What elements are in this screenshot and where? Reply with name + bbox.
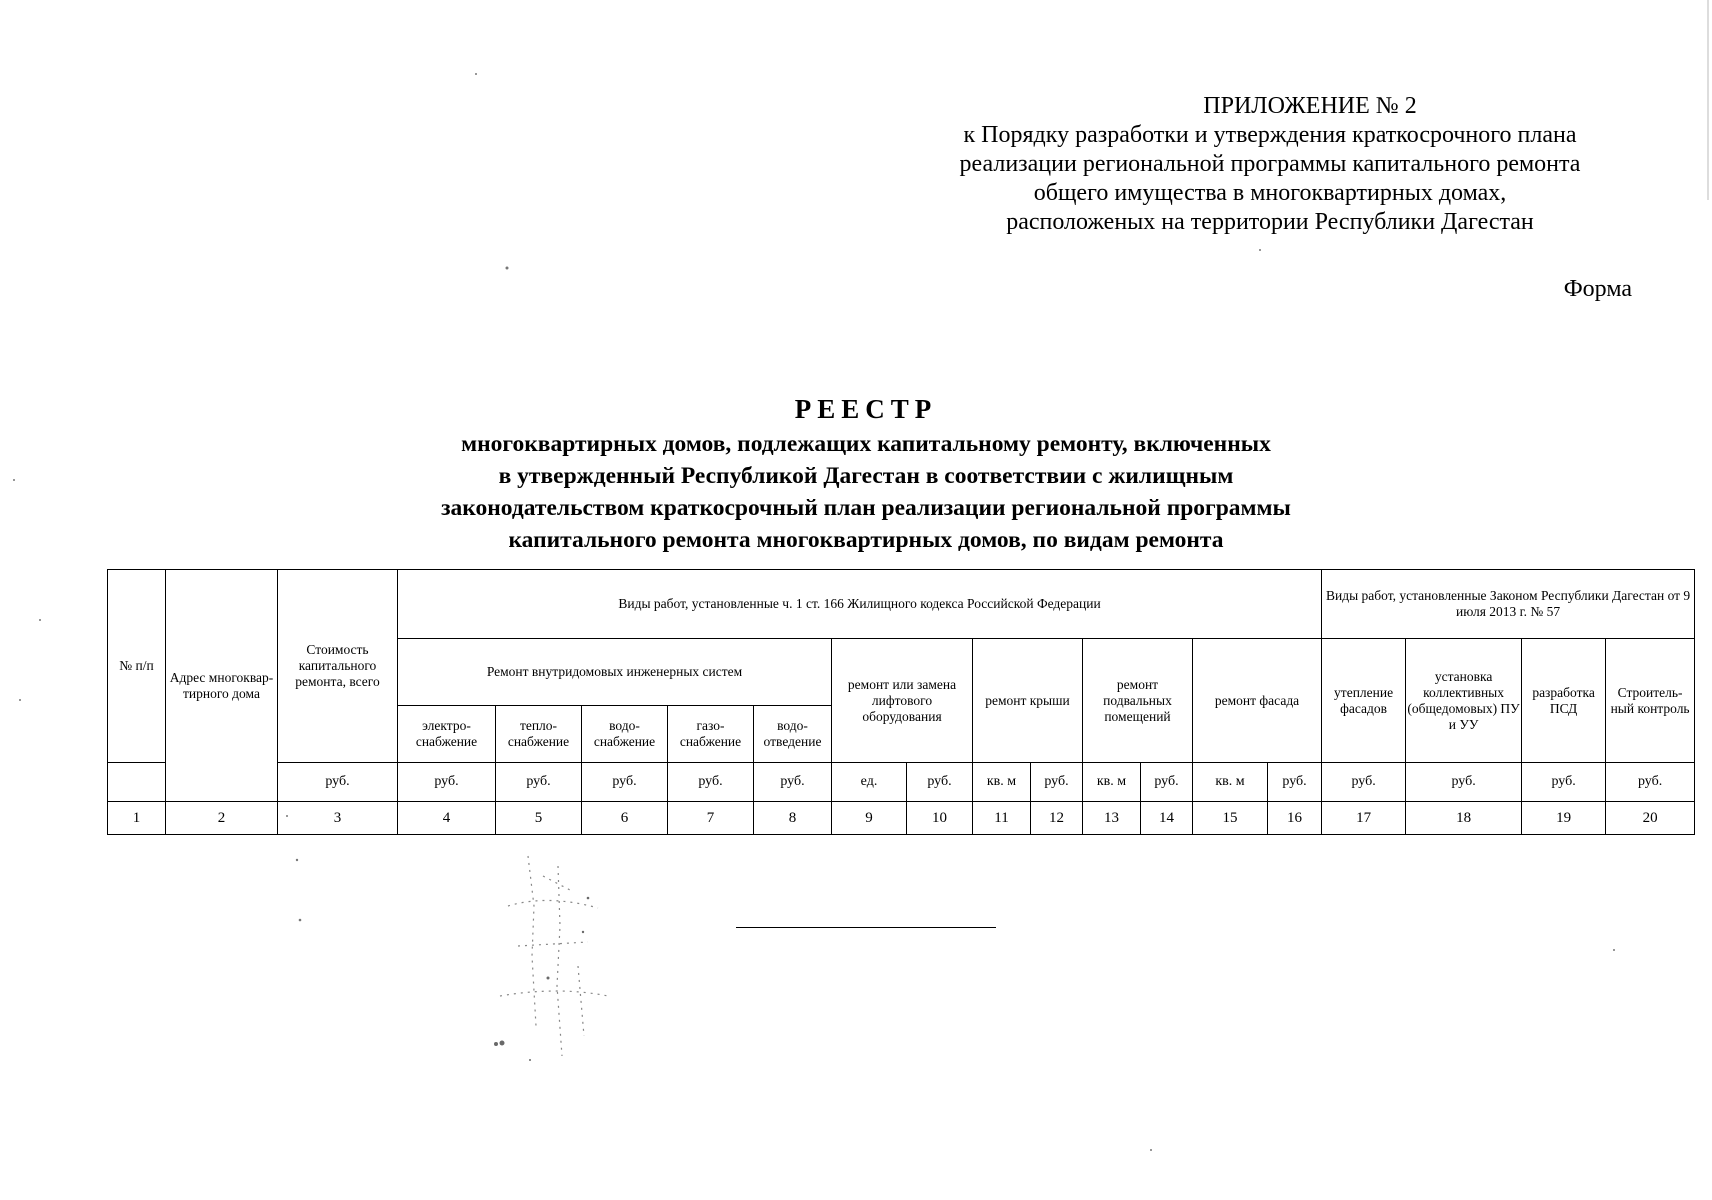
unit-cell: ед. (832, 763, 907, 802)
column-number: 2 (166, 802, 278, 835)
appendix-title: ПРИЛОЖЕНИЕ № 2 (1203, 93, 1417, 119)
column-number: 12 (1031, 802, 1083, 835)
unit-cell: руб. (398, 763, 496, 802)
subheader-engineering: Ремонт внутридомовых инженерных систем (398, 639, 832, 706)
appendix-line: реализации региональной программы капитального ремонта (959, 151, 1581, 177)
subheader-meters: установка коллективных (общедомовых) ПУ и УУ (1406, 639, 1522, 763)
subheader-facade: ремонт фасада (1193, 639, 1322, 763)
column-number: 17 (1322, 802, 1406, 835)
column-number: 5 (496, 802, 582, 835)
unit-cell: руб. (582, 763, 668, 802)
column-number: 19 (1522, 802, 1606, 835)
registry-title: РЕЕСТР (794, 394, 938, 424)
column-number: 13 (1083, 802, 1141, 835)
appendix-line: расположеных на территории Республики Дагестан (1006, 209, 1534, 235)
subheader-gas: газо-снабжение (668, 706, 754, 763)
subheader-electric: электро-снабжение (398, 706, 496, 763)
unit-cell: руб. (1268, 763, 1322, 802)
column-number: 20 (1606, 802, 1695, 835)
subheader-psd: разработка ПСД (1522, 639, 1606, 763)
subheader-roof: ремонт крыши (973, 639, 1083, 763)
col-header-cost: Стоимость капитального ремонта, всего (278, 570, 398, 763)
column-number: 11 (973, 802, 1031, 835)
column-number: 1 (108, 802, 166, 835)
col-header-num: № п/п (108, 570, 166, 763)
subheader-control: Строитель-ный контроль (1606, 639, 1695, 763)
column-number: 3 (278, 802, 398, 835)
group-header-federal: Виды работ, установленные ч. 1 ст. 166 Жилищного кодекса Российской Федерации (398, 570, 1322, 639)
column-number: 14 (1141, 802, 1193, 835)
unit-cell: руб. (1606, 763, 1695, 802)
unit-cell: руб. (1322, 763, 1406, 802)
column-number: 7 (668, 802, 754, 835)
registry-subtitle-line: капитального ремонта многоквартирных домов, по видам ремонта (508, 527, 1224, 553)
registry-subtitle-line: многоквартирных домов, подлежащих капитальному ремонту, включенных (461, 431, 1271, 457)
column-number: 6 (582, 802, 668, 835)
form-label: Форма (1563, 276, 1632, 302)
unit-cell: руб. (668, 763, 754, 802)
subheader-elevator: ремонт или замена лифтового оборудования (832, 639, 973, 763)
column-number: 18 (1406, 802, 1522, 835)
unit-cell: руб. (1406, 763, 1522, 802)
column-number: 10 (907, 802, 973, 835)
group-header-regional: Виды работ, установленные Законом Республики Дагестан от 9 июля 2013 г. № 57 (1322, 570, 1695, 639)
appendix-line: общего имущества в многоквартирных домах, (1033, 180, 1507, 206)
unit-cell: руб. (496, 763, 582, 802)
column-number: 4 (398, 802, 496, 835)
unit-cell: кв. м (1083, 763, 1141, 802)
unit-cell: руб. (1141, 763, 1193, 802)
column-number: 8 (754, 802, 832, 835)
appendix-line: к Порядку разработки и утверждения краткосрочного плана (963, 122, 1577, 148)
unit-cell: руб. (754, 763, 832, 802)
subheader-water: водо-снабжение (582, 706, 668, 763)
unit-cell: руб. (1031, 763, 1083, 802)
col-header-address: Адрес многоквар-тирного дома (166, 570, 278, 802)
subheader-insulation: утепление фасадов (1322, 639, 1406, 763)
subheader-sewer: водо-отведение (754, 706, 832, 763)
unit-cell: кв. м (1193, 763, 1268, 802)
column-number: 16 (1268, 802, 1322, 835)
unit-cell: кв. м (973, 763, 1031, 802)
unit-cell: руб. (1522, 763, 1606, 802)
unit-cell: руб. (907, 763, 973, 802)
registry-subtitle-line: законодательством краткосрочный план реализации региональной программы (441, 495, 1291, 521)
unit-cell: руб. (278, 763, 398, 802)
registry-subtitle-line: в утвержденный Республикой Дагестан в соответствии с жилищным (498, 463, 1234, 489)
column-number: 9 (832, 802, 907, 835)
subheader-heat: тепло-снабжение (496, 706, 582, 763)
column-number: 15 (1193, 802, 1268, 835)
subheader-basement: ремонт подвальных помещений (1083, 639, 1193, 763)
